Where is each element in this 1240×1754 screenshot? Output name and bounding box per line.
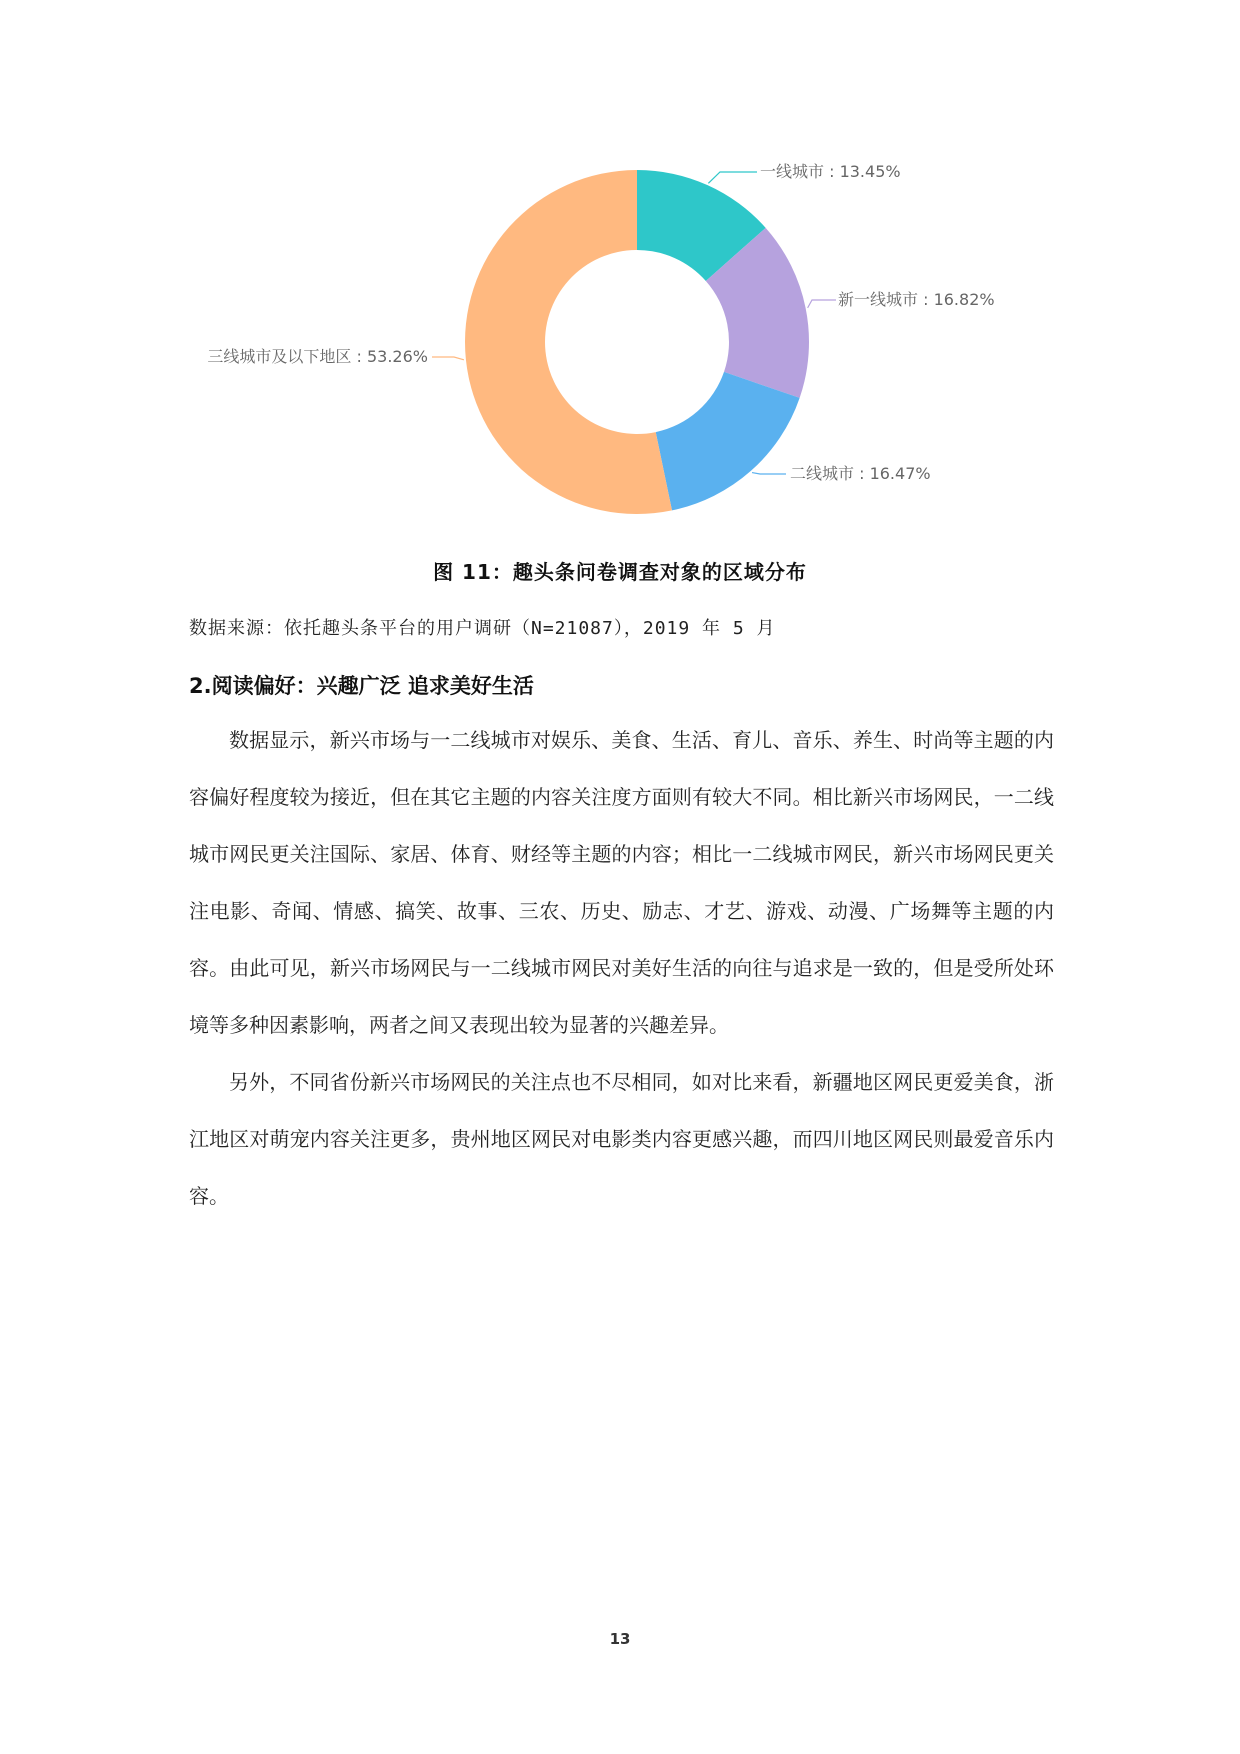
slice-label: 二线城市 : 16.47% bbox=[790, 464, 931, 483]
body-paragraph: 另外，不同省份新兴市场网民的关注点也不尽相同，如对比来看，新疆地区网民更爱美食，浙江地区对萌宠内容关注更多，贵州地区网民对电影类内容更感兴趣，而四川地区网民则最爱音乐内容。 bbox=[189, 1070, 1054, 1208]
donut-chart bbox=[0, 0, 1240, 540]
slice-label: 三线城市及以下地区 : 53.26% bbox=[207, 347, 428, 366]
page-number: 13 bbox=[609, 1630, 631, 1648]
slice-label: 新一线城市 : 16.82% bbox=[838, 290, 995, 309]
donut-slice bbox=[656, 372, 800, 510]
slice-label: 一线城市 : 13.45% bbox=[760, 162, 901, 181]
donut-slices bbox=[465, 170, 809, 514]
section-heading: 2.阅读偏好：兴趣广泛 追求美好生活 bbox=[189, 674, 534, 698]
label-leader-line bbox=[808, 300, 836, 308]
label-leader-line bbox=[432, 357, 464, 360]
figure-caption: 图 11：趣头条问卷调查对象的区域分布 bbox=[433, 560, 807, 584]
label-leader-line bbox=[708, 172, 757, 183]
body-paragraph: 数据显示，新兴市场与一二线城市对娱乐、美食、生活、育儿、音乐、养生、时尚等主题的内容偏好程度较为接近，但在其它主题的内容关注度方面则有较大不同。相比新兴市场网民，一二线城市网民更关注国际、家居、体育、财经等主题的内容；相比一二线城市网民，新兴市场网民更关注电影、奇闻、情感、搞笑、故事、三农、历史、励志、才艺、游戏、动漫、广场舞等主题的内容。由此可见，新兴市场网民与一二线城市网民对美好生活的向往与追求是一致的，但是受所处环境等多种因素影响，两者之间又表现出较为显著的兴趣差异。 bbox=[189, 728, 1054, 1037]
label-leader-line bbox=[752, 473, 786, 474]
data-source: 数据来源：依托趣头条平台的用户调研（N=21087），2019 年 5 月 bbox=[189, 618, 776, 639]
